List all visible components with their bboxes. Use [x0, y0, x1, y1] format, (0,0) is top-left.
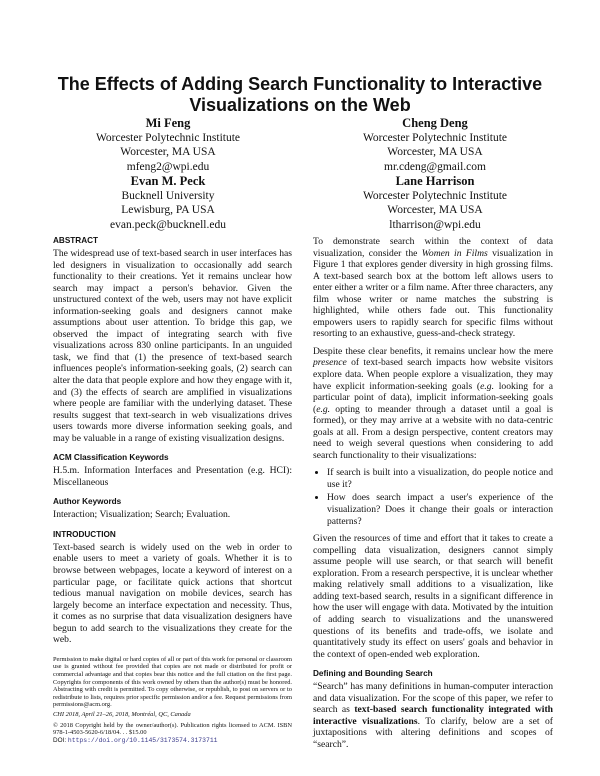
author-location: Worcester, MA USA [387, 146, 483, 158]
author-name: Evan M. Peck [130, 174, 206, 188]
intro-heading: INTRODUCTION [53, 529, 116, 539]
abstract-text: The widespread use of text-based search in user interfaces has led designers in visualization to occasionally add search functionality to their creations. Yet it remains unclear how search may impact a person's behavior. Given the unstructured context of the web, users may not have explicit information-seeking goals and designers cannot make assumptions about user attention. To bridge this gap, we observed the impact of integrating search with five visualizations across 830 online participants. In an unguided task, we find that (1) the presence of text-based search influences people's information-seeking goals, (2) search can alter the data that people explore and how they engage with it, and (3) the effects of search are amplified in visualizations where people are familiar with the underlying dataset. These results suggest that text-search in web visualizations drives users towards more diverse information seeking goals, and may be valuable in a range of existing visualization designs. [53, 248, 292, 444]
author-affiliation: Worcester Polytechnic Institute [362, 131, 508, 144]
emphasis: Women in Films [421, 247, 488, 259]
author-location: Worcester, MA USA [120, 146, 216, 158]
author-block [305, 174, 565, 232]
author-affiliation: Bucknell University [121, 189, 215, 202]
author-name: Lane Harrison [395, 174, 475, 188]
permission-text: Permission to make digital or hard copies of all or part of this work for personal or classroom use is granted without fee provided that copies are not made or distributed for profit or commercial advantage and that copies bear this notice and the full citation on the first page. Copyrights for components of this work owned by others than the author(s) must be honored. Abstracting with credit is permitted. To copy otherwise, or republish, to post on servers or to redistribute to lists, requires prior specific permission and/or a fee. Request permissions from permissions@acm.org. [53, 655, 292, 709]
author-email: evan.peck@bucknell.edu [110, 218, 226, 231]
doi-label: DOI: [53, 736, 67, 744]
copyright-line: © 2018 Copyright held by the owner/author(s). Publication rights licensed to ACM. ISBN 978-1-4503-5620-6/18/04. . . $15.00 [53, 721, 292, 737]
bold-term: text-based search functionality integrated with interactive visualizations [313, 704, 553, 727]
conference-line: CHI 2018, April 21–26, 2018, Montréal, QC, Canada [53, 711, 191, 719]
author-location: Worcester, MA USA [387, 204, 483, 216]
author-name: Mi Feng [145, 116, 191, 130]
keywords-text: Interaction; Visualization; Search; Evaluation. [53, 509, 231, 521]
author-block [305, 116, 565, 174]
question-list [313, 467, 553, 527]
emphasis: e.g. [480, 380, 494, 392]
list-item: • If search is built into a visualization, do people notice and use it? [327, 467, 553, 490]
author-affiliation: Worcester Polytechnic Institute [362, 189, 508, 202]
author-block [38, 116, 298, 174]
author-affiliation: Worcester Polytechnic Institute [95, 131, 241, 144]
paper-title: The Effects of Adding Search Functionality to Interactive Visualizations on the Web [57, 74, 543, 115]
author-name: Cheng Deng [402, 116, 468, 130]
acm-text: H.5.m. Information Interfaces and Presentation (e.g. HCI): Miscellaneous [53, 465, 292, 488]
emphasis: presence [313, 357, 347, 369]
paragraph: Given the resources of time and effort that it takes to create a compelling data visualization, designers cannot simply assume people will use search, or that search will benefit exploration. From a research perspective, it is unclear whether making relatively small additions to a visualization, like adding text-based search, results in a significant difference in how the user will engage with data. Motivated by the intuition of adding search to visualizations and the unanswered questions of its benefits and trade-offs, we isolate and quantitatively study its effect on users' goals and behavior in the context of open-ended web exploration. [313, 533, 553, 660]
doi-line [53, 737, 292, 745]
intro-text: Text-based search is widely used on the web in order to enable users to meet a variety of goals. Whether it is to browse between webpages, locate a keyword of interest on a particular page, or facilitate quick actions that shortcut tedious manual navigation on mobile devices, search has largely become an interface expectation and necessity. Thus, it comes as no surprise that data visualization designers have begun to add search to the visualizations they create for the web. [53, 541, 292, 646]
right-column [313, 236, 553, 756]
author-email: mr.cdeng@gmail.com [384, 160, 486, 173]
list-item: • How does search impact a user's experience of the visualization? Does it change their goals or interaction patterns? [327, 492, 553, 527]
doi-link[interactable]: https://doi.org/10.1145/3173574.3173711 [67, 736, 218, 744]
author-email: ltharrison@wpi.edu [389, 218, 481, 231]
paragraph: To demonstrate search within the context of data visualization, consider the Women in Films visualization in Figure 1 that explores gender diversity in high grossing films. A text-based search box at the bottom left allows users to enter either a writer or a film name. After three characters, any film whose writer or name matches the substring is highlighted, while others fade out. This functionality empowers users to rapidly search for specific films without resorting to an exhaustive, guess-and-check strategy. [313, 236, 553, 340]
author-block [38, 174, 298, 232]
emphasis: e.g. [316, 403, 331, 415]
subsection-heading: Defining and Bounding Search [313, 669, 433, 679]
left-column [53, 236, 292, 744]
author-email: mfeng2@wpi.edu [126, 160, 210, 173]
abstract-heading: ABSTRACT [53, 236, 99, 245]
paragraph: Despite these clear benefits, it remains unclear how the mere presence of text-based search impacts how website visitors explore data. When people explore a visualization, they may have explicit information-seeking goals (e.g. looking for a particular point of data), implicit information-seeking goals (e.g. opting to meander through a dataset until a goal is formed), or they may arrive at a website with no data-centric goals at all. From a design perspective, content creators may need to weigh several questions when considering to add search functionality to their visualizations: [313, 345, 553, 461]
keywords-heading: Author Keywords [53, 497, 122, 507]
paragraph: “Search” has many definitions in human-computer interaction and data visualization. For the scope of this paper, we refer to search as text-based search functionality integrated with interactive visualizations. To clarify, below are a set of juxtapositions with altering definitions and scopes of “search”. [313, 681, 554, 750]
acm-heading: ACM Classification Keywords [53, 453, 169, 463]
permission-block [53, 656, 292, 745]
author-location: Lewisburg, PA USA [121, 204, 215, 216]
